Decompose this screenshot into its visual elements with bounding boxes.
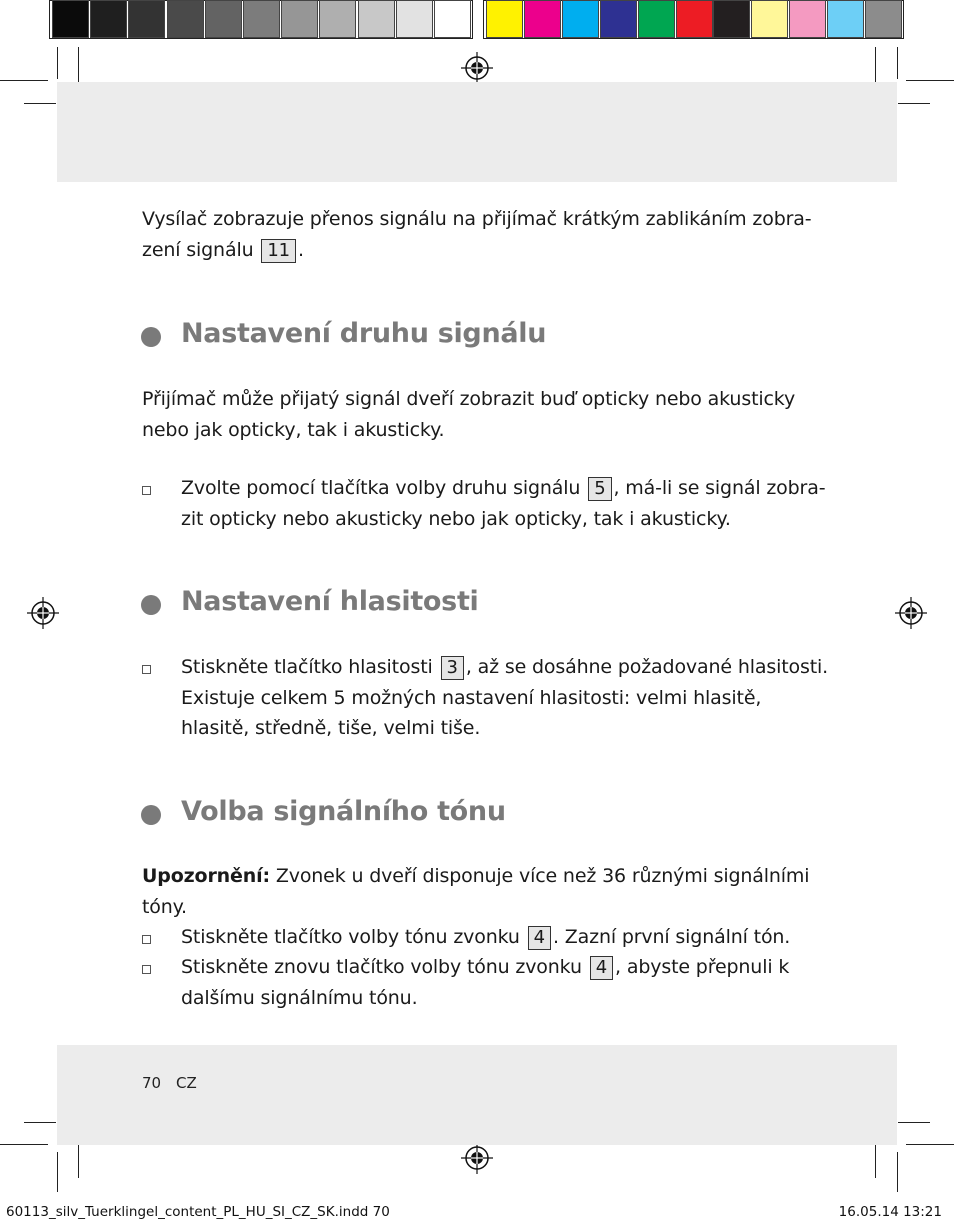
color-swatch xyxy=(486,0,523,38)
gray-swatch xyxy=(358,0,395,38)
registration-mark-icon xyxy=(461,52,493,84)
header-band xyxy=(57,82,897,182)
list-item xyxy=(181,473,831,534)
color-swatch xyxy=(524,0,561,38)
list-item-text: Stiskněte tlačítko hlasitosti xyxy=(181,656,439,678)
color-swatch xyxy=(827,0,864,38)
color-swatch xyxy=(751,0,788,38)
crop-mark xyxy=(898,1122,930,1123)
section-bullet-icon xyxy=(141,327,161,347)
crop-mark xyxy=(906,1144,954,1145)
checkbox-icon xyxy=(142,965,151,974)
crop-mark xyxy=(897,1152,898,1192)
section-heading: Volba signálního tónu xyxy=(181,796,506,827)
crop-mark xyxy=(898,103,930,104)
intro-text: Vysílač zobrazuje přenos signálu na přijímač krátkým zablikáním zobra-zení signálu xyxy=(142,208,812,261)
gray-swatch xyxy=(90,0,127,38)
list-item-text: Stiskněte tlačítko volby tónu zvonku xyxy=(181,926,526,948)
list-item-text: , má-li se signál zobra-zit opticky nebo akusticky nebo jak opticky, tak i akusticky. xyxy=(181,477,826,530)
language-code: CZ xyxy=(176,1074,197,1092)
gray-swatch xyxy=(396,0,433,38)
list-item-text: Stiskněte znovu tlačítko volby tónu zvonku xyxy=(181,956,588,978)
gray-swatch xyxy=(434,0,471,38)
color-swatch xyxy=(865,0,902,38)
gray-swatch xyxy=(167,0,204,38)
list-item-text: Zvolte pomocí tlačítka volby druhu signálu xyxy=(181,477,587,499)
reference-box: 11 xyxy=(261,239,296,263)
slug-timestamp: 16.05.14 13:21 xyxy=(838,1204,942,1220)
crop-mark xyxy=(57,47,58,79)
reference-box: 3 xyxy=(441,656,464,680)
list-item-text: , až se dosáhne požadované hlasitosti. Existuje celkem 5 možných nastavení hlasitosti: velmi hlasitě, hlasitě, středně, tiše, velmi tiše. xyxy=(181,656,829,739)
crop-mark xyxy=(897,47,898,79)
intro-paragraph xyxy=(142,204,822,265)
color-swatch xyxy=(713,0,750,38)
gray-swatch xyxy=(243,0,280,38)
section-paragraph: Přijímač může přijatý signál dveří zobrazit buď opticky nebo akusticky nebo jak opticky, tak i akusticky. xyxy=(142,388,796,441)
note-text: Zvonek u dveří disponuje více než 36 různými signálními tóny. xyxy=(142,865,810,918)
checkbox-icon xyxy=(142,935,151,944)
gray-swatch xyxy=(128,0,165,38)
note-paragraph xyxy=(142,861,822,922)
crop-mark xyxy=(24,103,56,104)
gray-swatch xyxy=(205,0,242,38)
crop-mark xyxy=(78,47,79,87)
crop-mark xyxy=(0,1144,48,1145)
section-bullet-icon xyxy=(141,805,161,825)
section-heading: Nastavení druhu signálu xyxy=(181,318,547,349)
checkbox-icon xyxy=(142,665,151,674)
reference-box: 4 xyxy=(528,926,551,950)
gray-swatch xyxy=(52,0,89,38)
section-bullet-icon xyxy=(141,595,161,615)
gray-swatch xyxy=(281,0,318,38)
crop-mark xyxy=(24,1122,56,1123)
gray-swatch xyxy=(319,0,356,38)
color-swatch xyxy=(789,0,826,38)
color-swatch xyxy=(638,0,675,38)
list-item xyxy=(181,952,831,1013)
note-label: Upozornění: xyxy=(142,865,270,887)
registration-mark-icon xyxy=(27,597,59,629)
intro-text-end: . xyxy=(297,238,304,261)
registration-mark-icon xyxy=(461,1142,493,1174)
checkbox-icon xyxy=(142,486,151,495)
slug-filename: 60113_silv_Tuerklingel_content_PL_HU_SI_CZ_SK.indd 70 xyxy=(6,1204,390,1220)
color-swatch xyxy=(676,0,713,38)
reference-box: 5 xyxy=(588,477,611,501)
crop-mark xyxy=(57,1152,58,1192)
footer-band xyxy=(57,1045,897,1145)
list-item xyxy=(181,922,831,953)
crop-mark xyxy=(906,80,954,81)
list-item-text: , abyste přepnuli k dalšímu signálnímu tónu. xyxy=(181,956,790,1009)
crop-mark xyxy=(0,80,48,81)
registration-mark-icon xyxy=(895,597,927,629)
color-swatch xyxy=(562,0,599,38)
crop-mark xyxy=(875,47,876,87)
color-swatch xyxy=(600,0,637,38)
section-heading: Nastavení hlasitosti xyxy=(181,586,479,617)
list-item xyxy=(181,652,831,744)
list-item-text: . Zazní první signální tón. xyxy=(552,926,791,948)
page-number: 70 xyxy=(142,1074,162,1092)
reference-box: 4 xyxy=(590,956,613,980)
